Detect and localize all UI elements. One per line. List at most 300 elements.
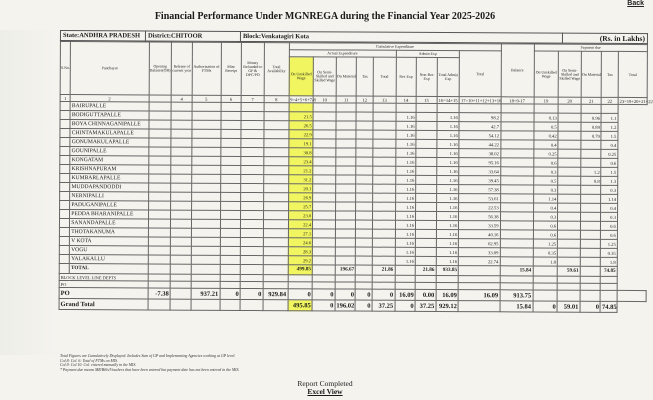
column-index-cell: 8 [264,96,289,103]
table-cell [558,212,581,221]
panchayat-name: BAIRUPALLE [70,102,148,111]
table-cell [220,255,241,264]
table-cell: 1.2 [581,167,602,176]
table-cell [171,174,192,183]
table-cell: 1.14 [533,194,558,203]
grand-total-cell [148,299,171,310]
panchayat-name: THOTAKANUMA [70,228,148,237]
header-tax: Tax [357,57,374,96]
table-cell [335,238,356,247]
table-cell [372,247,395,256]
back-link[interactable]: Back [627,0,644,7]
page-title: Financial Performance Under MGNREGA during the Financial Year 2025-2026 [154,11,496,22]
block-label: Block:Venkatagiri Kota [240,31,562,43]
table-cell [148,138,171,147]
table-cell: 20.1 [288,184,313,193]
table-cell [335,211,356,220]
table-cell [264,130,289,139]
panchayat-name: VOGU [70,246,148,255]
panchayat-name: KONGATAM [70,156,148,165]
row-sno [60,210,70,219]
table-cell [220,138,241,147]
table-cell [149,111,172,120]
table-cell [356,148,373,157]
table-cell: 0.6 [533,158,558,167]
table-cell [356,130,373,139]
table-cell: 1.5 [601,167,618,176]
table-cell [313,193,336,202]
table-cell [558,230,581,239]
total-cell [356,265,373,275]
table-cell [220,246,241,255]
table-cell [336,175,357,184]
block-cell: -7.38 [148,288,171,299]
table-cell [148,147,171,156]
table-cell [192,156,221,165]
table-cell [558,140,581,149]
table-cell [191,237,220,246]
table-cell [241,174,264,183]
table-cell [191,192,220,201]
table-cell [500,221,533,230]
table-cell [356,256,373,265]
table-cell [416,193,437,202]
table-cell [601,276,618,283]
table-cell [500,230,533,239]
table-cell [148,183,171,192]
table-cell: 0.25 [601,149,618,158]
table-cell [220,219,241,228]
units-label: (Rs. in Lakhs) [562,33,647,43]
header-pd-total: Total [618,51,647,97]
table-cell: 1.8 [601,257,618,266]
table-cell [171,237,192,246]
panchayat-name: KUMBARLAPALLE [70,174,148,183]
excel-view-link[interactable]: Excel View [307,387,343,396]
table-cell [313,202,336,211]
table-cell: 22.74 [459,257,500,266]
table-cell: 0.3 [601,212,618,221]
table-cell [171,129,192,138]
table-cell [415,247,436,256]
row-sno [59,254,69,263]
table-cell [313,112,336,121]
table-cell [264,103,289,112]
table-cell [416,220,437,229]
table-cell: 1.16 [437,121,460,130]
table-cell [500,140,533,149]
table-cell: 1.16 [436,256,459,265]
financial-table [59,41,653,313]
table-cell [148,174,171,183]
row-sno [60,138,70,147]
table-cell [416,229,437,238]
table-cell [580,194,601,203]
grand-total-cell: 74.85 [600,301,617,312]
table-cell [416,175,437,184]
table-cell [220,183,241,192]
table-cell: 98.2 [459,113,500,122]
column-index-cell: 19 [534,97,559,104]
table-cell [580,221,601,230]
table-cell [372,202,395,211]
table-cell [171,210,192,219]
table-cell: 62.95 [459,239,500,248]
panchayat-name: MUDDAPANDODDI [70,183,148,192]
row-sno [60,147,70,156]
total-cell [148,264,171,274]
header-rec-exp: Rec Exp [396,57,417,96]
table-cell [580,230,601,239]
block-cell [580,290,601,301]
table-cell: 1.16 [395,166,416,175]
table-cell [459,104,500,113]
table-cell: 0.3 [601,185,618,194]
table-cell [313,220,336,229]
column-index-cell: 17=10+11+12+13+16 [460,97,502,103]
table-cell [558,239,581,248]
table-cell [264,112,289,121]
table-cell: 57.38 [459,185,500,194]
table-cell [500,131,533,140]
total-cell [170,264,191,274]
grand-total-cell: 15.84 [500,301,533,312]
table-cell [558,221,581,230]
table-cell [149,120,172,129]
table-cell [356,220,373,229]
table-cell [356,275,373,282]
table-cell [557,257,580,266]
table-cell [356,166,373,175]
table-cell [220,156,241,165]
table-cell: 1.1 [601,113,618,122]
table-cell: 1.16 [436,202,459,211]
table-cell [335,256,356,265]
table-cell [373,139,396,148]
table-cell: 0.5 [533,176,558,185]
table-cell: 1.16 [395,130,416,139]
grand-total-cell [263,300,288,311]
table-cell [148,192,171,201]
table-cell: 33.59 [459,221,500,230]
table-cell: 0.5 [533,122,558,131]
table-cell [336,112,357,121]
table-cell [191,255,220,264]
table-cell [148,201,171,210]
table-cell: 0.3 [533,212,558,221]
table-cell [373,130,396,139]
table-cell [581,140,602,149]
total-cell [580,266,601,276]
table-cell [558,203,581,212]
table-cell: 1.16 [436,229,459,238]
table-cell [416,157,437,166]
table-cell [501,104,534,113]
table-cell [241,147,264,156]
table-cell: 0.4 [533,203,558,212]
table-cell [191,201,220,210]
total-cell [263,265,288,275]
total-cell [191,264,220,274]
total-cell: 499.85 [288,265,313,275]
table-cell [313,238,336,247]
table-cell [558,104,581,113]
header-panchayat: Panchayat [70,42,149,95]
table-cell [356,247,373,256]
table-cell [500,185,533,194]
table-cell [241,165,264,174]
table-cell [240,255,263,264]
state-label: State:ANDHRA PRADESH [60,31,145,41]
table-cell: 0.35 [533,248,558,257]
table-cell [372,238,395,247]
block-cell: 0 [288,289,313,300]
table-cell [335,184,356,193]
table-cell [356,229,373,238]
table-cell: 1.16 [437,139,460,148]
column-index-cell: 18=9-17 [501,97,534,104]
block-row-label: PO [59,287,148,298]
row-sno [59,236,69,245]
row-sno [60,129,70,138]
table-cell: 1.16 [436,238,459,247]
grand-total-cell: 37.25 [415,300,436,311]
block-cell: 0 [335,289,356,300]
column-index-cell: 16=14+15 [438,97,458,103]
table-cell: 25.7 [288,202,313,211]
table-cell [170,246,191,255]
block-cell: 16.09 [436,289,459,300]
table-cell [356,139,373,148]
table-cell [356,238,373,247]
table-cell [263,193,288,202]
table-cell: 1.16 [395,202,416,211]
header-total-availability: Total Availability [264,43,289,96]
table-cell [263,175,288,184]
block-cell: 0 [220,288,241,299]
table-cell: 0.89 [581,122,602,131]
table-cell [171,165,192,174]
header-actual: Actual Expenditure [289,50,396,58]
column-index-cell: 7 [241,95,264,102]
table-cell: 23.0 [288,211,313,220]
header-misc: Misc Receipt [221,42,242,95]
table-cell [171,183,192,192]
table-cell [263,220,288,229]
table-cell [416,121,437,130]
table-cell: 1.8 [533,257,558,266]
table-cell [313,166,336,175]
table-cell [373,103,396,112]
table-cell: 1.16 [395,211,416,220]
table-cell: 0.6 [533,221,558,230]
table-cell [373,157,396,166]
table-cell [241,192,264,201]
table-cell [558,131,581,140]
table-cell [500,149,533,158]
table-cell [356,211,373,220]
table-cell: 30.8 [288,148,313,157]
total-cell: 21.86 [415,265,436,275]
total-cell: 15.84 [500,266,533,276]
table-cell [241,228,264,237]
table-cell: 1.16 [396,112,417,121]
table-cell: 24.6 [288,238,313,247]
total-cell [459,266,500,276]
row-sno [60,192,70,201]
grand-total-cell: 196.02 [335,300,356,311]
header-opening-balance: Opening Balance(OB) [149,42,172,95]
total-cell: 59.61 [557,266,580,276]
block-cell [617,290,646,301]
header-total-exp: Total [459,51,500,97]
table-cell: 54.12 [459,131,500,140]
header-authorization: Authorization of FTMs [192,42,221,95]
table-cell [336,166,357,175]
table-cell [558,176,581,185]
panchayat-name: GONUMAKULAPALLE [70,138,148,147]
table-cell [313,229,336,238]
grand-total-cell: 0 [580,301,601,312]
grand-total-cell [220,299,241,310]
table-cell [335,193,356,202]
table-cell [558,113,581,122]
table-cell [171,228,192,237]
table-cell: 1.16 [395,139,416,148]
row-sno [60,183,70,192]
column-index-cell: 21 [581,97,602,104]
grand-total-cell [240,299,263,310]
column-index-cell: 20 [558,97,581,104]
table-cell [416,211,437,220]
report-completed-text: Report Completed [297,379,353,388]
column-index-cell: 11 [336,96,357,103]
block-cell: 0 [240,288,263,299]
panchayat-name: BOYA CHINNAGANIPALLE [70,120,148,129]
column-index-cell: 1 [60,95,70,102]
table-cell [148,255,171,264]
grand-total-cell: 0 [395,300,416,311]
block-cell: 0 [312,289,335,300]
table-cell: 33.64 [459,167,500,176]
footnotes [60,354,540,372]
table-cell [356,184,373,193]
table-cell: 1.16 [436,184,459,193]
header-money-refunded: Money Refunded to GP & DPC/PO [241,42,264,95]
table-cell: 33.09 [459,248,500,257]
grand-total-cell [191,299,220,310]
table-cell [171,120,192,129]
table-cell: 1.25 [533,239,558,248]
grand-total-cell [458,301,499,312]
table-cell: 1.25 [601,239,618,248]
table-cell: 56.38 [459,212,500,221]
table-cell: 1.16 [395,238,416,247]
footnote: Col.9: Col.10: Col. entered manually in the MIS. [60,363,137,368]
table-cell [500,194,533,203]
table-cell: 0.8 [581,176,602,185]
table-cell [335,202,356,211]
table-cell: 95.16 [459,158,500,167]
table-cell [372,193,395,202]
column-index-cell: 6 [221,95,242,102]
column-index-cell: 2 [70,95,148,102]
table-cell [558,158,581,167]
table-cell [191,228,220,237]
table-cell [396,103,417,112]
header-admin: Admin Exp [396,50,460,57]
table-cell: 0.3 [533,185,558,194]
table-cell: 1.16 [436,247,459,256]
table-cell [416,130,437,139]
column-index-cell: 5 [192,95,221,102]
table-cell: 31.2 [288,175,313,184]
table-cell: 0.13 [534,113,559,122]
table-cell [148,165,171,174]
column-index-cell: 9=4+5+6+7-8 [290,96,316,102]
table-cell: 0.6 [533,230,558,239]
table-cell [171,138,192,147]
table-cell: 1.3 [601,176,618,185]
table-cell: 42.7 [459,122,500,131]
total-label: TOTAL [70,264,148,274]
table-cell [263,247,288,256]
row-sno [60,174,70,183]
table-cell [373,112,396,121]
table-cell [191,165,220,174]
panchayat-name: NERNIPALLI [70,192,148,201]
header-on-unskilled: On Unskilled Wage [289,57,314,96]
table-cell [171,201,192,210]
table-cell [263,211,288,220]
header-cumulative: Cumulative Expenditure [289,43,501,51]
table-cell: 21.5 [289,112,314,121]
table-cell [313,148,336,157]
table-cell [148,228,171,237]
row-sno [60,201,70,210]
grand-total-cell: 59.01 [557,301,580,312]
report-footer [0,380,650,396]
table-cell [264,157,289,166]
table-cell [192,102,221,111]
row-sno [60,102,70,111]
panchayat-name: V KOTA [70,237,148,246]
table-cell [241,183,264,192]
block-cell: 16.09 [458,290,499,301]
table-cell [192,120,221,129]
header-payment-due: Payment due [534,44,648,52]
table-cell [192,138,221,147]
table-cell [221,129,242,138]
left-margin [0,30,58,355]
total-cell: 196.67 [335,265,356,275]
table-cell [500,176,533,185]
table-cell [335,247,356,256]
panchayat-name: YALAKALLU [70,255,148,264]
table-cell [336,103,357,112]
table-cell [500,212,533,221]
panchayat-name: CHINTAMAKULAPALLE [70,129,148,138]
header-pd-material: On Material [581,51,602,97]
header-release: Release of current year [171,42,192,95]
sub-row-label: PO [59,280,148,287]
table-cell: 1.16 [395,148,416,157]
grand-total-label: Grand Total [59,298,148,309]
table-cell: 1.16 [395,220,416,229]
table-cell [171,111,192,120]
table-cell [241,156,264,165]
block-cell [533,290,558,301]
